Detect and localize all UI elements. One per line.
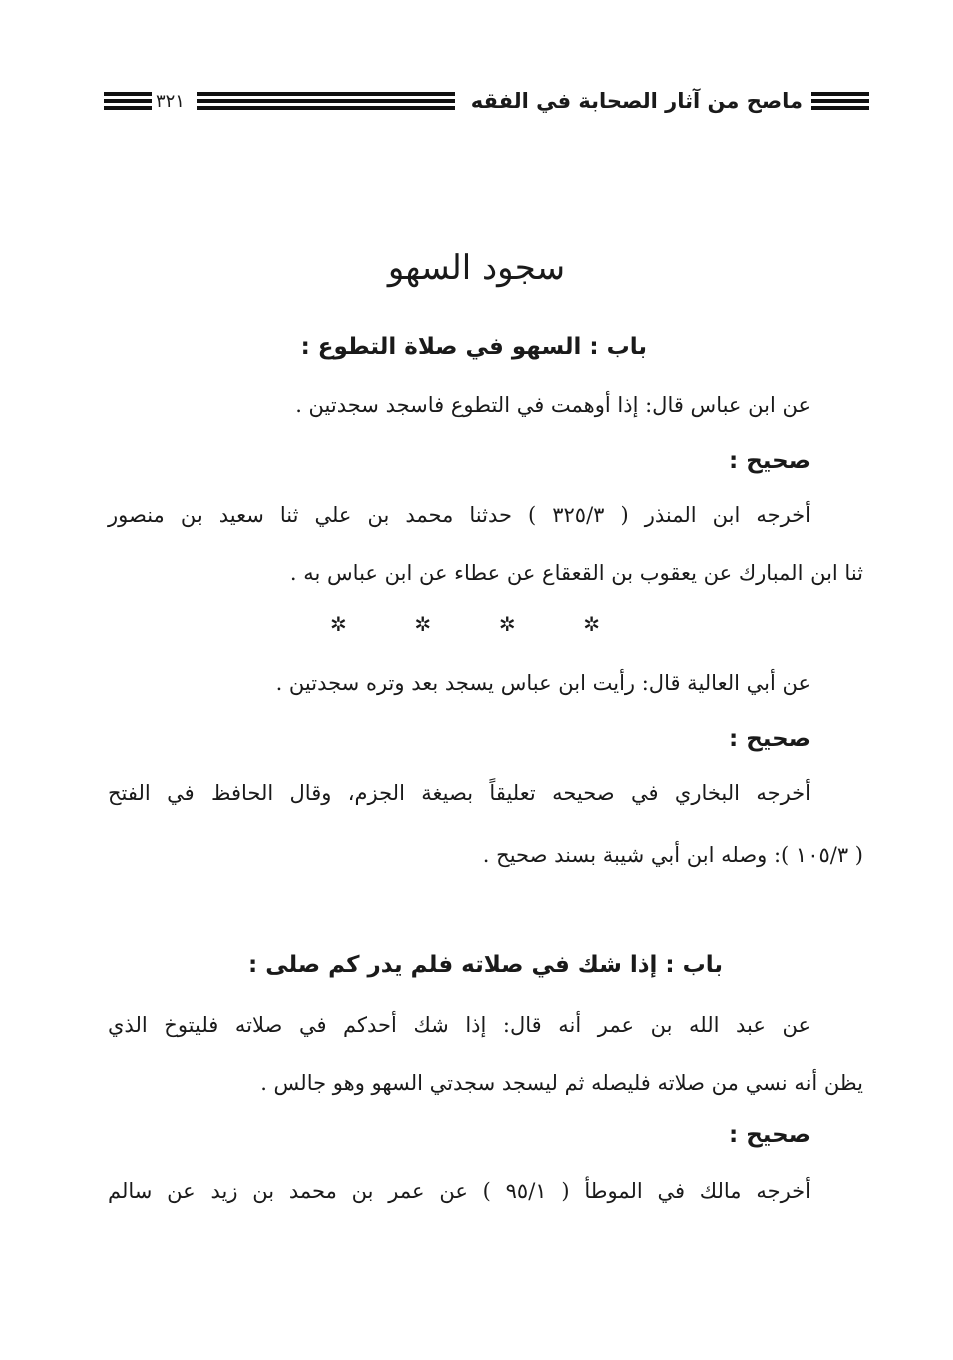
chapter-title: سجود السهو — [387, 248, 566, 288]
section-heading-shakk: باب : إذا شك في صلاته فلم يدر كم صلى : — [247, 952, 723, 978]
asterism-icon: ✲ — [330, 612, 347, 636]
asterism-icon: ✲ — [414, 612, 432, 636]
takhrij-line: ثنا ابن المبارك عن يعقوب بن القعقاع عن عطاء عن ابن عباس به . — [289, 561, 863, 585]
running-header — [104, 84, 869, 118]
hadith-text: عن عبد الله بن عمر أنه قال: إذا شك أحدكم في صلاته فليتوخ الذي — [108, 1013, 811, 1037]
hadith-text: عن أبي العالية قال: رأيت ابن عباس يسجد بعد وتره سجدتين . — [275, 671, 811, 695]
takhrij-line: ( ١٠٥/٣ ): وصله ابن أبي شيبة بسند صحيح . — [482, 843, 863, 867]
takhrij-line: أخرجه مالك في الموطأ ( ٩٥/١ ) عن عمر بن محمد بن زيد عن سالم — [108, 1179, 811, 1203]
grade-label: صحيح : — [729, 1122, 811, 1148]
grade-label: صحيح : — [729, 726, 811, 752]
header-rule-right — [811, 92, 869, 110]
asterism-icon: ✲ — [583, 612, 600, 636]
section-separator — [330, 612, 600, 636]
takhrij-line: أخرجه البخاري في صحيحه تعليقاً بصيغة الجزم، وقال الحافظ في الفتح — [108, 781, 811, 805]
asterism-icon: ✲ — [498, 612, 516, 636]
hadith-text: يظن أنه نسي من صلاته فليصله ثم ليسجد سجدتي السهو وهو جالس . — [260, 1071, 863, 1095]
page-number: ٣٢١ — [155, 90, 185, 112]
grade-label: صحيح : — [729, 448, 811, 474]
header-rule-middle — [197, 92, 455, 110]
header-rule-left — [104, 92, 152, 110]
takhrij-line: أخرجه ابن المنذر ( ٣٢٥/٣ ) حدثنا محمد بن علي ثنا سعيد بن منصور — [108, 503, 811, 527]
hadith-text: عن ابن عباس قال: إذا أوهمت في التطوع فاسجد سجدتين . — [295, 393, 811, 417]
header-title: ماصح من آثار الصحابة في الفقه — [470, 89, 804, 113]
section-heading-sahw-tatawwu: باب : السهو في صلاة التطوع : — [300, 334, 647, 360]
